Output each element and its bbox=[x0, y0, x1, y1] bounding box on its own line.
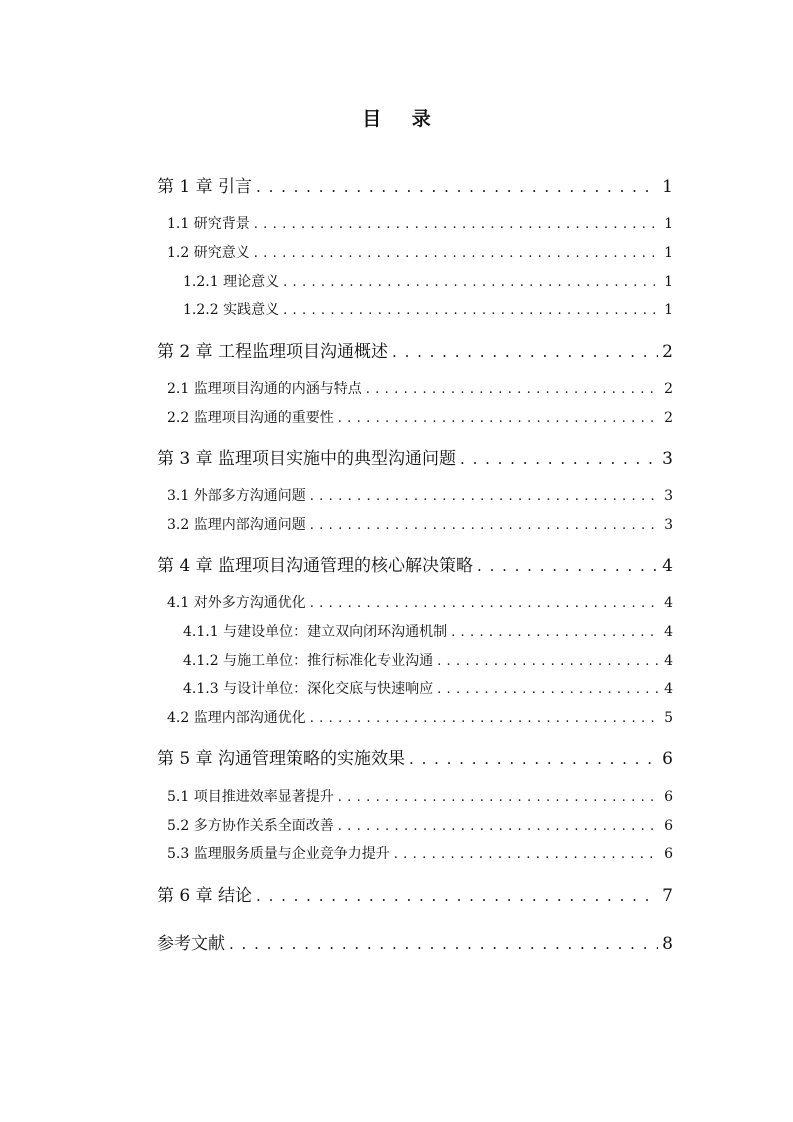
dot-leader bbox=[460, 450, 658, 468]
toc-entry-5-1[interactable] bbox=[167, 786, 673, 806]
dot-leader bbox=[409, 750, 658, 768]
toc-entry-5-3[interactable] bbox=[167, 843, 673, 863]
dot-leader bbox=[366, 382, 660, 397]
toc-page-number: 6 bbox=[662, 749, 673, 769]
toc-page-number: 1 bbox=[664, 274, 673, 290]
dot-leader bbox=[310, 711, 660, 726]
toc-entry-1-2-1[interactable] bbox=[183, 271, 673, 291]
toc-page-number: 5 bbox=[664, 710, 673, 726]
dot-leader bbox=[256, 178, 658, 196]
dot-leader bbox=[437, 654, 660, 669]
toc-page-number: 4 bbox=[664, 653, 673, 669]
toc-page-number: 4 bbox=[662, 556, 673, 576]
toc-page-number: 4 bbox=[664, 681, 673, 697]
toc-entry-label: 5.3 监理服务质量与企业竞争力提升 bbox=[167, 846, 390, 862]
toc-entry-label: 3.1 外部多方沟通问题 bbox=[167, 488, 306, 504]
toc-page-number: 8 bbox=[662, 934, 673, 954]
toc-entry-references[interactable] bbox=[157, 929, 673, 954]
toc-entry-chapter-1[interactable] bbox=[157, 172, 673, 197]
toc-entry-chapter-3[interactable] bbox=[157, 444, 673, 469]
dot-leader bbox=[254, 217, 660, 232]
toc-entry-3-2[interactable] bbox=[167, 514, 673, 534]
toc-page-number: 7 bbox=[662, 886, 673, 906]
toc-entry-chapter-2[interactable] bbox=[157, 337, 673, 362]
toc-entry-label: 4.1.1 与建设单位：建立双向闭环沟通机制 bbox=[183, 624, 448, 640]
toc-page-number: 1 bbox=[664, 302, 673, 318]
dot-leader bbox=[310, 518, 660, 533]
toc-entry-label: 1.2 研究意义 bbox=[167, 245, 250, 261]
dot-leader bbox=[394, 847, 660, 862]
dot-leader bbox=[229, 935, 658, 953]
toc-entry-label: 1.1 研究背景 bbox=[167, 216, 250, 232]
toc-entry-3-1[interactable] bbox=[167, 485, 673, 505]
dot-leader bbox=[310, 596, 660, 611]
toc-entry-1-1[interactable] bbox=[167, 213, 673, 233]
toc-entry-label: 5.2 多方协作关系全面改善 bbox=[167, 818, 334, 834]
toc-entry-label: 参考文献 bbox=[157, 934, 225, 954]
toc-page-number: 3 bbox=[664, 517, 673, 533]
toc-page-number: 2 bbox=[664, 381, 673, 397]
toc-entry-label: 第 6 章 结论 bbox=[157, 886, 253, 906]
toc-entry-4-1-2[interactable] bbox=[183, 650, 673, 670]
dot-leader bbox=[254, 246, 660, 261]
toc-entry-chapter-5[interactable] bbox=[157, 744, 673, 769]
toc-entry-label: 1.2.1 理论意义 bbox=[183, 274, 280, 290]
toc-entry-label: 第 4 章 监理项目沟通管理的核心解决策略 bbox=[157, 556, 474, 576]
toc-entry-label: 第 2 章 工程监理项目沟通概述 bbox=[157, 342, 389, 362]
dot-leader bbox=[283, 275, 660, 290]
toc-entry-label: 2.1 监理项目沟通的内涵与特点 bbox=[167, 381, 362, 397]
toc-entry-label: 第 5 章 沟通管理策略的实施效果 bbox=[157, 749, 406, 769]
toc-entry-1-2-2[interactable] bbox=[183, 299, 673, 319]
dot-leader bbox=[283, 303, 660, 318]
toc-entry-label: 2.2 监理项目沟通的重要性 bbox=[167, 410, 334, 426]
toc-entry-label: 4.1.2 与施工单位：推行标准化专业沟通 bbox=[183, 653, 434, 669]
dot-leader bbox=[338, 411, 660, 426]
toc-entry-label: 5.1 项目推进效率显著提升 bbox=[167, 789, 334, 805]
dot-leader bbox=[338, 819, 660, 834]
toc-entry-label: 第 1 章 引言 bbox=[157, 177, 253, 197]
dot-leader bbox=[310, 489, 660, 504]
toc-entry-2-2[interactable] bbox=[167, 407, 673, 427]
toc-page-number: 1 bbox=[664, 245, 673, 261]
toc-page-number: 2 bbox=[662, 342, 673, 362]
toc-entry-4-2[interactable] bbox=[167, 707, 673, 727]
toc-page-number: 6 bbox=[664, 789, 673, 805]
dot-leader bbox=[437, 682, 660, 697]
toc-page-number: 3 bbox=[662, 449, 673, 469]
toc-entry-label: 3.2 监理内部沟通问题 bbox=[167, 517, 306, 533]
toc-entry-label: 4.1 对外多方沟通优化 bbox=[167, 595, 306, 611]
toc-page-number: 2 bbox=[664, 410, 673, 426]
page-title: 目 录 bbox=[362, 108, 443, 130]
dot-leader bbox=[338, 790, 660, 805]
toc-entry-chapter-4[interactable] bbox=[157, 551, 673, 576]
dot-leader bbox=[477, 557, 658, 575]
toc-entry-4-1[interactable] bbox=[167, 592, 673, 612]
toc-page-number: 1 bbox=[662, 177, 673, 197]
toc-entry-label: 4.2 监理内部沟通优化 bbox=[167, 710, 306, 726]
dot-leader bbox=[451, 625, 660, 640]
toc-page-number: 1 bbox=[664, 216, 673, 232]
dot-leader bbox=[256, 887, 658, 905]
toc-entry-2-1[interactable] bbox=[167, 378, 673, 398]
toc-entry-label: 第 3 章 监理项目实施中的典型沟通问题 bbox=[157, 449, 457, 469]
toc-page-number: 6 bbox=[664, 818, 673, 834]
toc-entry-label: 4.1.3 与设计单位：深化交底与快速响应 bbox=[183, 681, 434, 697]
toc-entry-1-2[interactable] bbox=[167, 242, 673, 262]
toc-page-number: 4 bbox=[664, 624, 673, 640]
toc-entry-chapter-6[interactable] bbox=[157, 881, 673, 906]
toc-entry-4-1-3[interactable] bbox=[183, 678, 673, 698]
dot-leader bbox=[392, 343, 658, 361]
toc-entry-4-1-1[interactable] bbox=[183, 621, 673, 641]
toc-page-number: 4 bbox=[664, 595, 673, 611]
toc-entry-label: 1.2.2 实践意义 bbox=[183, 302, 280, 318]
toc-page-number: 3 bbox=[664, 488, 673, 504]
toc-page-number: 6 bbox=[664, 846, 673, 862]
toc-entry-5-2[interactable] bbox=[167, 815, 673, 835]
